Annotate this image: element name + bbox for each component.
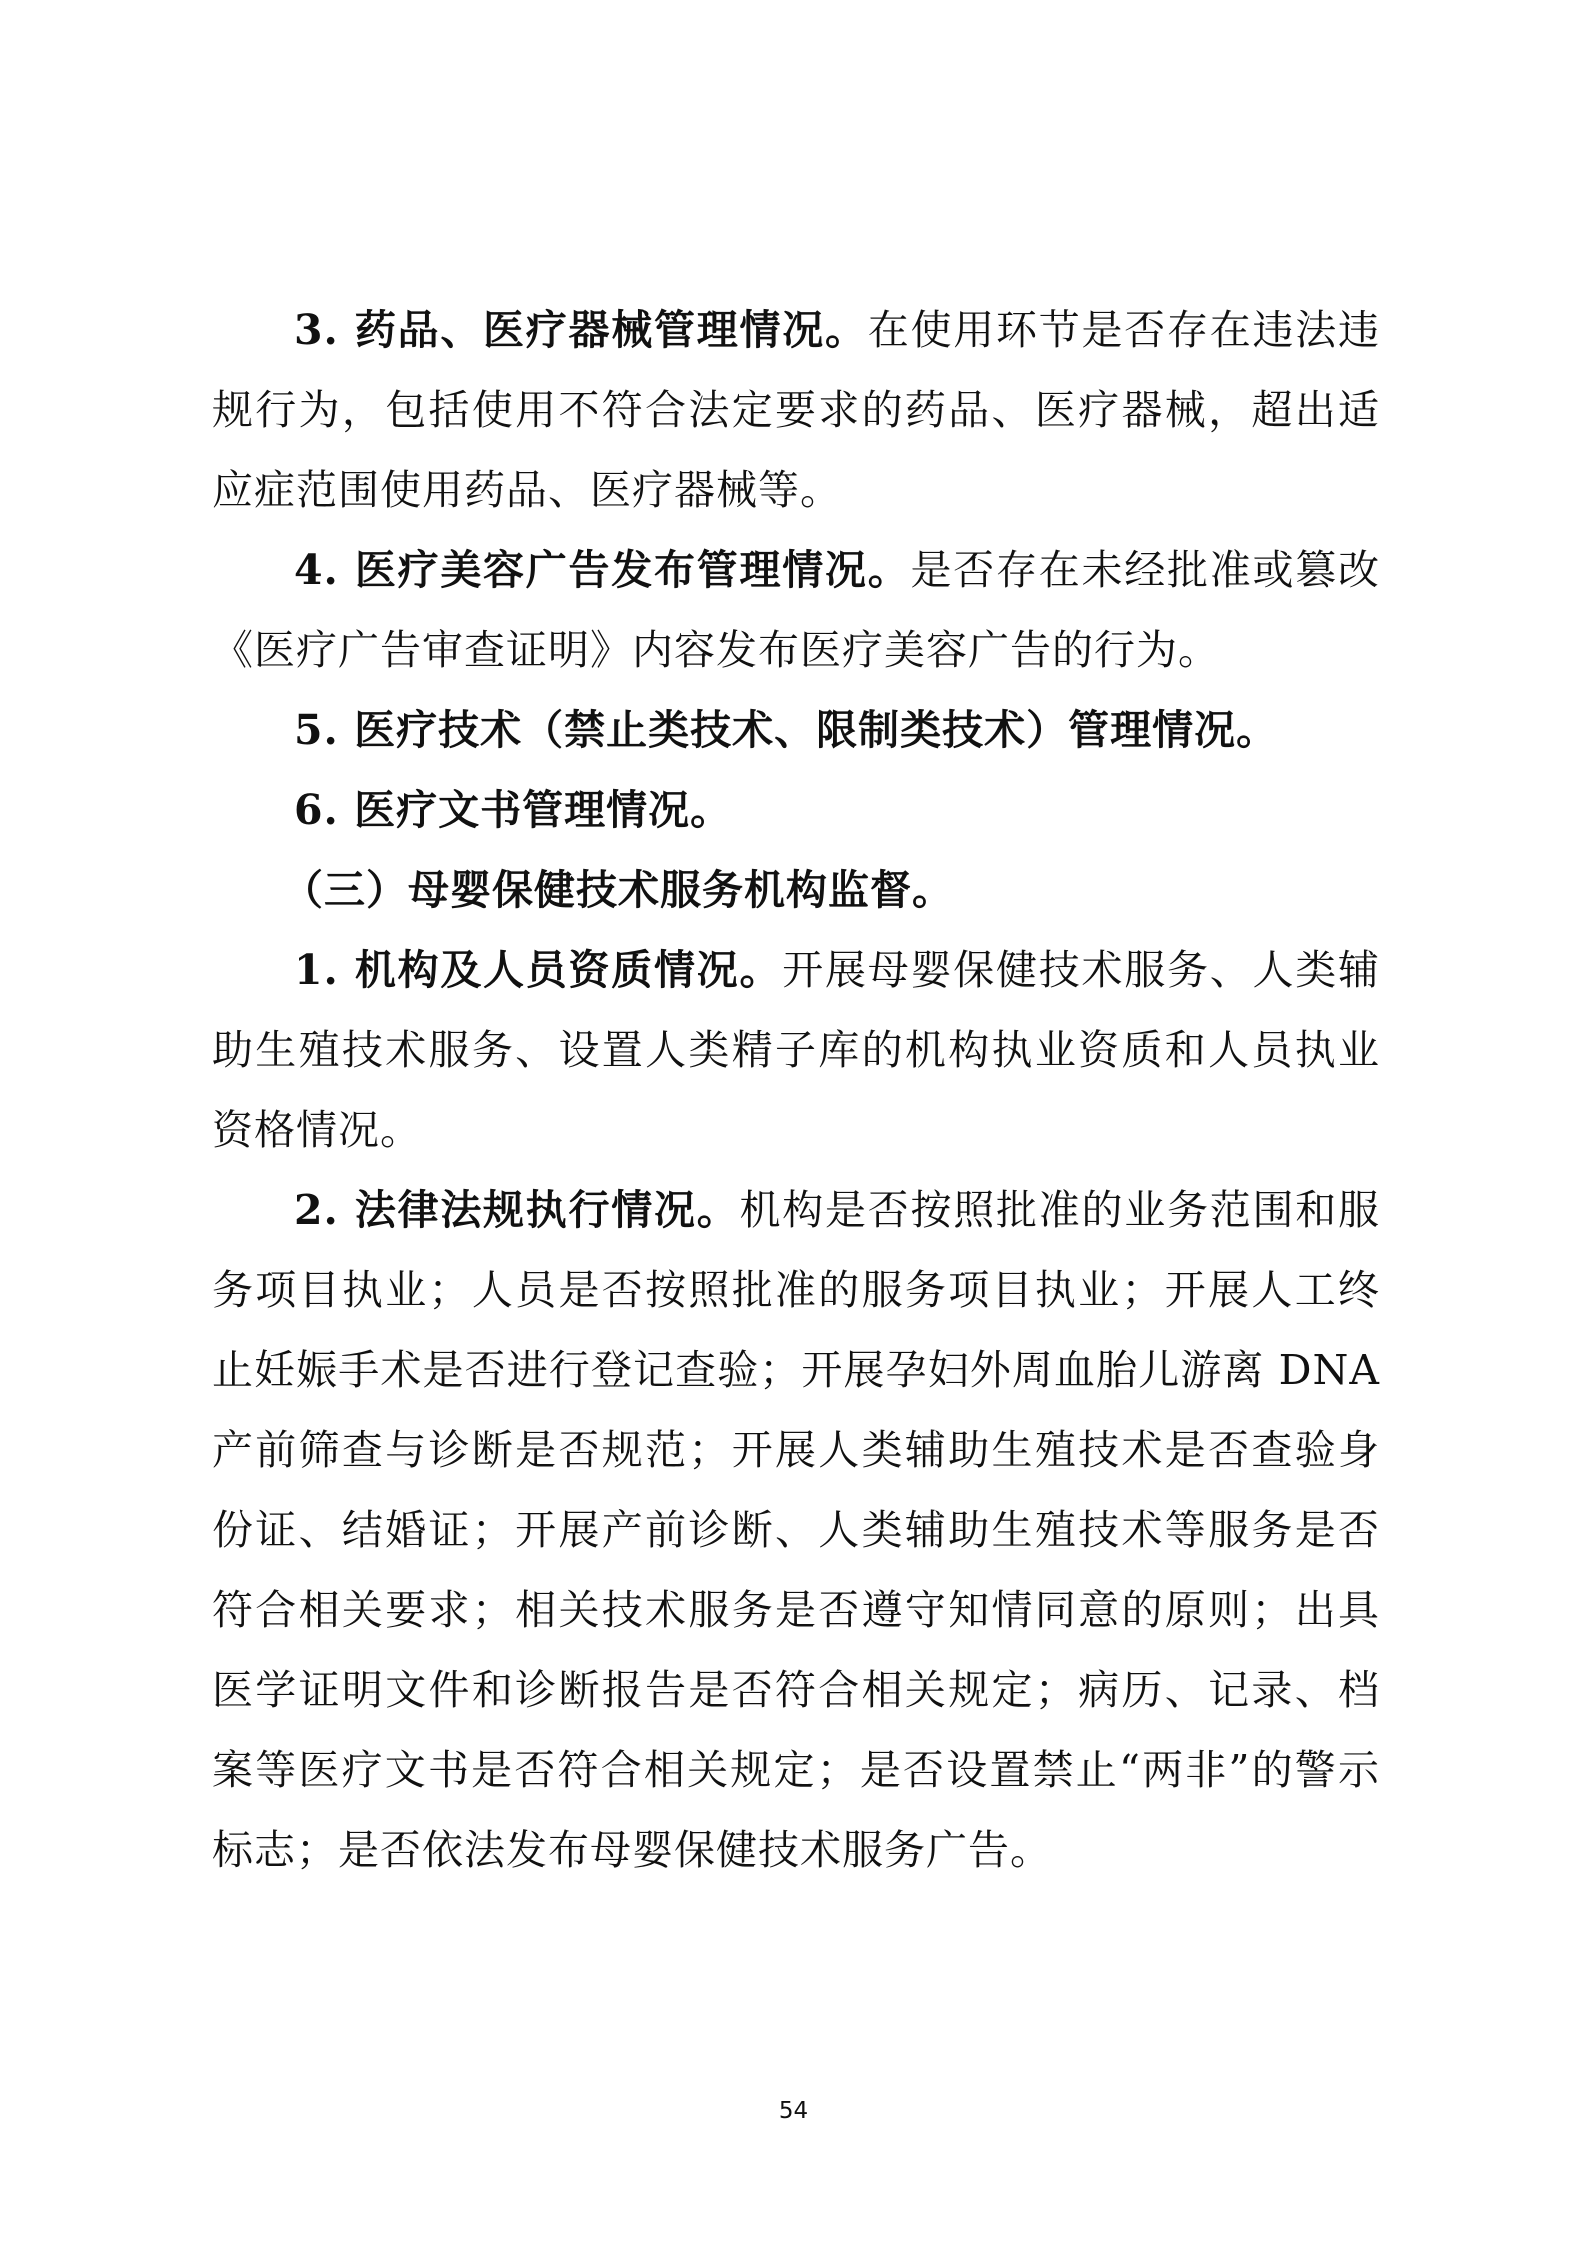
paragraph-text: 是否存在未经批准或篡改《医疗广告审查证明》内容发布医疗美容广告的行为。 [212, 546, 1380, 674]
paragraph-medical-technology [212, 690, 1380, 770]
paragraph-medical-documents [212, 770, 1380, 850]
paragraph-text: 在使用环节是否存在违法违规行为，包括使用不符合法定要求的药品、医疗器械，超出适应症范围使用药品、医疗器械等。 [212, 306, 1381, 514]
paragraph-qualifications [212, 930, 1380, 1170]
document-body [212, 290, 1380, 1890]
section-title: （三）母婴保健技术服务机构监督。 [282, 866, 954, 914]
page-number: 54 [778, 2098, 809, 2124]
paragraph-heading: 3. 药品、医疗器械管理情况。 [294, 306, 868, 354]
paragraph-heading: 4. 医疗美容广告发布管理情况。 [294, 546, 911, 594]
paragraph-law-enforcement [212, 1170, 1380, 1890]
paragraph-heading: 6. 医疗文书管理情况。 [294, 786, 733, 834]
paragraph-heading: 5. 医疗技术（禁止类技术、限制类技术）管理情况。 [294, 706, 1279, 754]
paragraph-cosmetic-ads [212, 530, 1380, 690]
paragraph-text: 开展母婴保健技术服务、人类辅助生殖技术服务、设置人类精子库的机构执业资质和人员执业资格情况。 [212, 946, 1381, 1154]
paragraph-text: 机构是否按照批准的业务范围和服务项目执业；人员是否按照批准的服务项目执业；开展人工终止妊娠手术是否进行登记查验；开展孕妇外周血胎儿游离 DNA 产前筛查与诊断是否规范；开展人类辅助生殖技术是否查验身份证、结婚证；开展产前诊断、人类辅助生殖技术等服务是否符合相关要求；相关技术服务是否遵守知情同意的原则；出具医学证明文件和诊断报告是否符合相关规定；病历、记录、档案等医疗文书是否符合相关规定；是否设置禁止“两非”的警示标志；是否依法发布母婴保健技术服务广告。 [212, 1186, 1380, 1874]
paragraph-heading: 2. 法律法规执行情况。 [294, 1186, 740, 1234]
paragraph-heading: 1. 机构及人员资质情况。 [294, 946, 783, 994]
paragraph-drug-device [212, 290, 1380, 530]
